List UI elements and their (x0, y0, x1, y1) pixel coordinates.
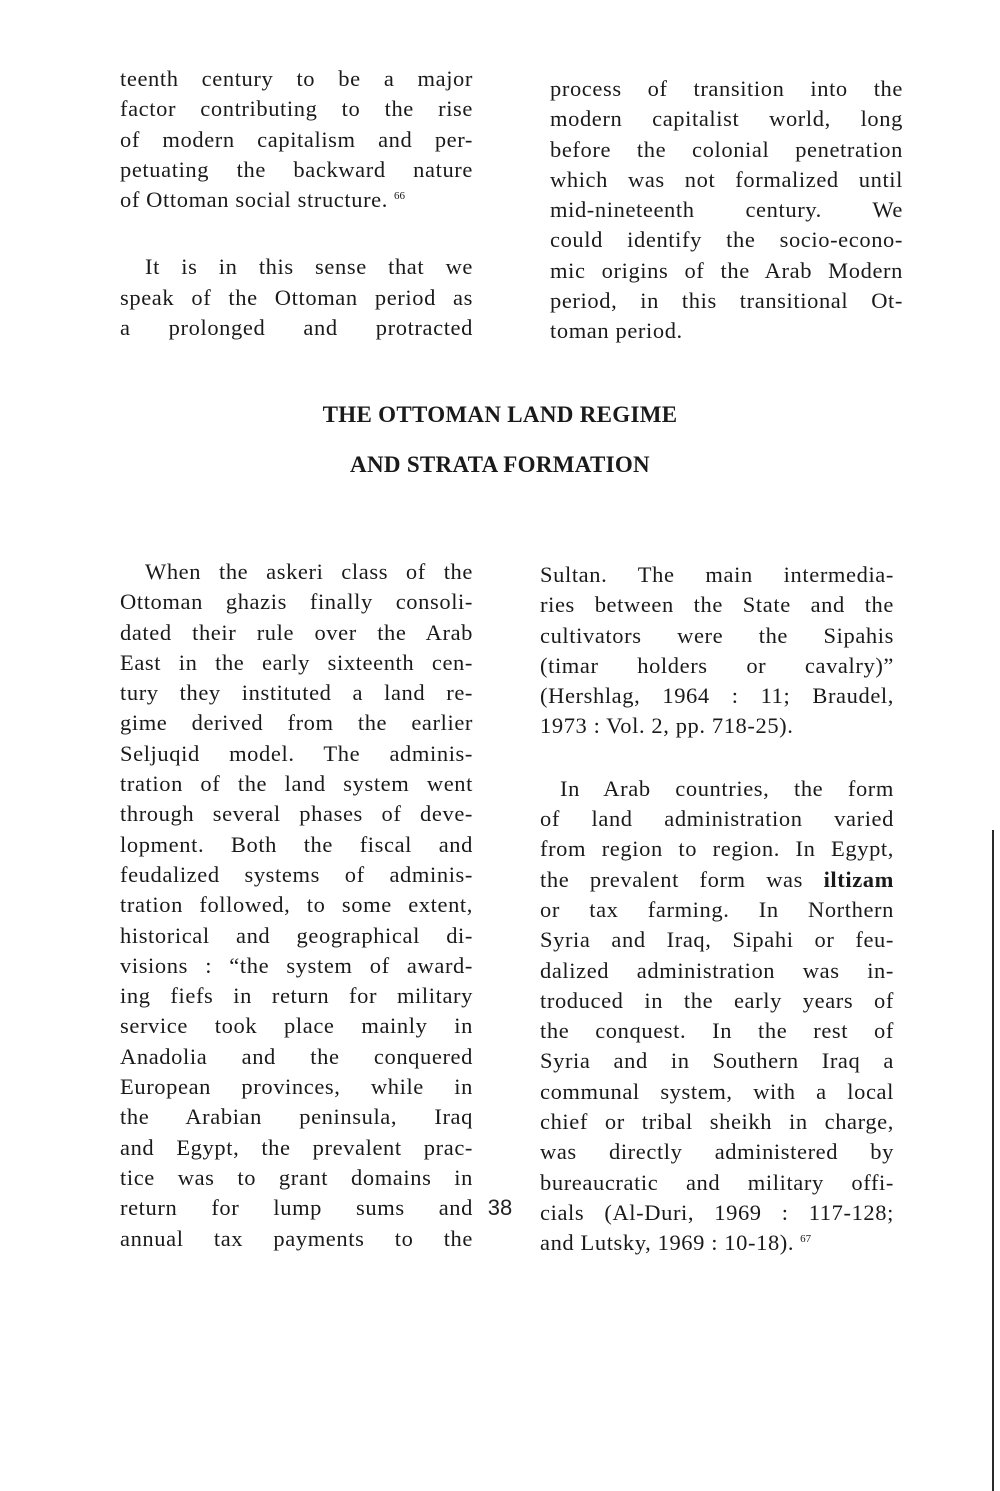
text-line: In Arab countries, the form (560, 775, 894, 801)
text-line: communal system, with a local (540, 1078, 894, 1104)
text-line: feudalized systems of adminis- (120, 861, 473, 887)
text-line: teenth century to be a major (120, 66, 473, 91)
top-left-paragraph-2 (120, 252, 473, 343)
text-line: dalized administration was in- (540, 957, 894, 983)
text-line: historical and geographical di- (120, 922, 473, 948)
text-line: ries between the State and the (540, 592, 894, 618)
text-line: Sultan. The main intermedia- (540, 562, 894, 587)
bottom-right-paragraph-2 (540, 774, 894, 1259)
text-line: before the colonial penetration (550, 136, 903, 162)
text-line-content: and Lutsky, 1969 : 10-18). (540, 1230, 795, 1256)
text-line: Syria and in Southern Iraq a (540, 1048, 894, 1074)
scan-edge-line (992, 830, 994, 1491)
section-heading-line-2: AND STRATA FORMATION (350, 452, 650, 477)
text-line: When the askeri class of the (145, 559, 473, 584)
bottom-right-paragraph-1 (540, 560, 894, 742)
text-line-content: the prevalent form was (540, 866, 803, 892)
text-line: of modern capitalism and per- (120, 126, 473, 152)
text-line: 1973 : Vol. 2, pp. 718-25). (540, 713, 794, 739)
top-right-paragraph-1 (550, 74, 903, 347)
text-line: cultivators were the Sipahis (540, 622, 894, 648)
page-number: 38 (487, 1195, 513, 1220)
text-line: ing fiefs in return for military (120, 983, 473, 1009)
text-line: the conquest. In the rest of (540, 1018, 894, 1044)
text-line: process of transition into the (550, 76, 903, 101)
text-line: toman period. (550, 318, 683, 344)
text-line: was directly administered by (540, 1139, 894, 1165)
text-line: tration of the land system went (120, 771, 473, 797)
text-line: bureaucratic and military offi- (540, 1169, 894, 1195)
footnote-ref: 66 (393, 189, 405, 202)
text-line: a prolonged and protracted (120, 315, 473, 341)
text-line: Seljuqid model. The adminis- (120, 740, 473, 766)
text-line: return for lump sums and (120, 1195, 473, 1221)
text-line: annual tax payments to the (120, 1225, 473, 1251)
text-line: mid-nineteenth century. We (550, 197, 903, 223)
top-left-paragraph-1 (120, 64, 473, 215)
footnote-ref: 67 (800, 1232, 812, 1245)
text-line: and Egypt, the prevalent prac- (120, 1134, 473, 1160)
text-line: (Hershlag, 1964 : 11; Braudel, (540, 683, 894, 709)
text-line: which was not formalized until (550, 166, 903, 192)
text-line: gime derived from the earlier (120, 710, 473, 736)
text-line-content: of Ottoman social structure. (120, 187, 388, 213)
text-line: Syria and Iraq, Sipahi or feu- (540, 927, 894, 953)
text-line: dated their rule over the Arab (120, 619, 473, 645)
section-heading-line-1: THE OTTOMAN LAND REGIME (322, 402, 678, 427)
text-line: factor contributing to the rise (120, 96, 473, 122)
text-line: the Arabian peninsula, Iraq (120, 1104, 473, 1130)
text-line: service took place mainly in (120, 1013, 473, 1039)
bottom-left-column (120, 557, 473, 1254)
text-line: or tax farming. In Northern (540, 896, 894, 922)
top-left-column (120, 64, 473, 343)
text-line: cials (Al-Duri, 1969 : 117-128; (540, 1199, 894, 1225)
text-line: modern capitalist world, long (550, 106, 903, 132)
text-line: of land administration varied (540, 806, 894, 832)
text-line: tration followed, to some extent, (120, 892, 473, 918)
text-line: visions : “the system of award- (120, 952, 473, 978)
text-line: troduced in the early years of (540, 987, 894, 1013)
bottom-left-paragraph-1 (120, 557, 473, 1254)
text-line: period, in this transitional Ot- (550, 288, 903, 314)
text-line: Ottoman ghazis finally consoli- (120, 589, 473, 615)
text-line: lopment. Both the fiscal and (120, 831, 473, 857)
text-line (540, 1228, 894, 1258)
term-iltizam: iltizam (823, 866, 894, 892)
text-line: chief or tribal sheikh in charge, (540, 1109, 894, 1135)
text-line: East in the early sixteenth cen- (120, 649, 473, 675)
text-line: tury they instituted a land re- (120, 680, 473, 706)
text-line (540, 865, 894, 895)
top-right-column (550, 74, 903, 347)
text-line: (timar holders or cavalry)” (540, 652, 894, 678)
text-line: It is in this sense that we (145, 254, 473, 280)
text-line: mic origins of the Arab Modern (550, 257, 903, 283)
text-line: petuating the backward nature (120, 156, 473, 182)
text-line: European provinces, while in (120, 1074, 473, 1100)
text-line: speak of the Ottoman period as (120, 284, 473, 310)
text-line: from region to region. In Egypt, (540, 836, 894, 862)
text-line: through several phases of deve- (120, 801, 473, 827)
text-line: Anadolia and the conquered (120, 1043, 473, 1069)
text-line (120, 185, 473, 215)
text-line: could identify the socio-econo- (550, 227, 903, 253)
bottom-right-column (540, 560, 894, 1259)
text-line: tice was to grant domains in (120, 1164, 473, 1190)
